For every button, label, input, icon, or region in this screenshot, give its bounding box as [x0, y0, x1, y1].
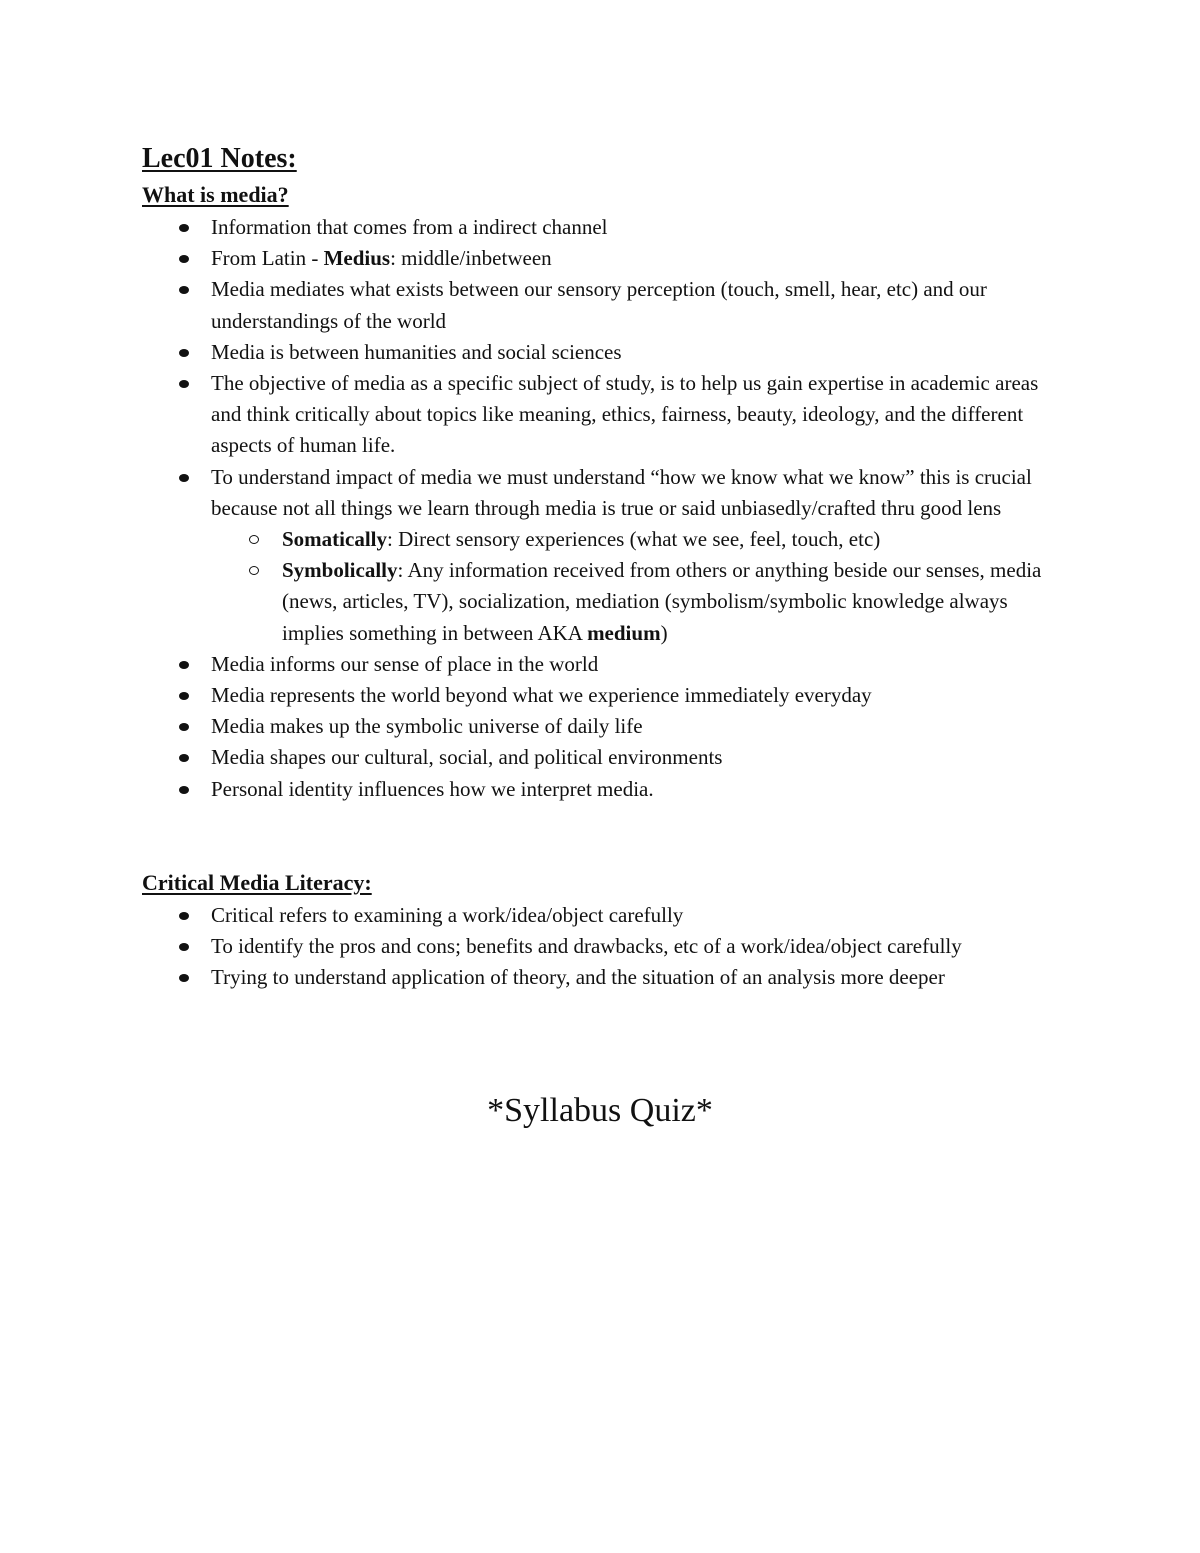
list-item-text: Media shapes our cultural, social, and political environments	[211, 745, 723, 770]
bullet-icon	[179, 974, 189, 982]
list-item-text: Media makes up the symbolic universe of daily life	[211, 714, 643, 739]
list-item	[0, 962, 1061, 993]
list-item	[0, 368, 1061, 462]
list-item-text: The objective of media as a specific subject of study, is to help us gain expertise in academic areas and think critically about topics like meaning, ethics, fairness, beauty, ideology, and the different aspects of human life.	[211, 371, 1039, 458]
list-item-text: To identify the pros and cons; benefits and drawbacks, etc of a work/idea/object carefully	[211, 934, 962, 959]
sub-list-item	[210, 555, 1061, 649]
critical-media-literacy-list	[0, 900, 1080, 994]
list-item-text: Trying to understand application of theory, and the situation of an analysis more deeper	[211, 965, 945, 990]
syllabus-quiz-note: *Syllabus Quiz*	[487, 1092, 713, 1129]
list-item	[0, 900, 1061, 931]
bullet-icon	[179, 786, 189, 794]
list-item-text: Media informs our sense of place in the world	[211, 651, 599, 676]
bullet-icon	[179, 912, 189, 920]
list-item	[0, 711, 1061, 742]
list-item-text-suffix: : middle/inbetween	[390, 246, 552, 271]
list-item	[0, 274, 1061, 336]
what-is-media-list	[0, 212, 1080, 805]
list-item-text: Media represents the world beyond what we experience immediately everyday	[211, 683, 872, 708]
hollow-bullet-icon	[249, 566, 259, 575]
list-item	[0, 931, 1061, 962]
list-item	[0, 462, 1061, 649]
bullet-icon	[179, 349, 189, 357]
list-item-text: Critical refers to examining a work/idea/object carefully	[211, 903, 684, 927]
list-item-text: Personal identity influences how we interpret media.	[211, 776, 654, 801]
hollow-bullet-icon	[249, 535, 259, 544]
sub-item-term: Somatically	[282, 527, 387, 552]
bullet-icon	[179, 224, 189, 232]
document-title: Lec01 Notes:	[142, 143, 297, 174]
bullet-icon	[179, 474, 189, 482]
list-item-text: To understand impact of media we must understand “how we know what we know” this is crucial because not all things we learn through media is true or said unbiasedly/crafted thru good lens	[211, 464, 1032, 520]
bullet-icon	[179, 255, 189, 263]
list-item	[0, 337, 1061, 368]
section-heading-critical-media-literacy: Critical Media Literacy:	[142, 870, 372, 895]
list-item-text: Media is between humanities and social sciences	[211, 339, 622, 364]
bullet-icon	[179, 723, 189, 731]
sub-item-term: Symbolically	[282, 558, 398, 583]
list-item-text: Information that comes from a indirect channel	[211, 215, 608, 239]
sub-item-term-medium: medium	[587, 620, 661, 645]
bullet-icon	[179, 754, 189, 762]
list-item-term: Medius	[323, 246, 391, 271]
list-item	[0, 649, 1061, 680]
bullet-icon	[179, 380, 189, 388]
bullet-icon	[179, 286, 189, 294]
sub-item-text: : Direct sensory experiences (what we see, feel, touch, etc)	[387, 527, 881, 552]
bullet-icon	[179, 661, 189, 669]
list-item	[0, 212, 1061, 243]
sub-list-item	[210, 524, 1061, 555]
list-item	[0, 774, 1061, 805]
list-item-text-prefix: From Latin -	[211, 246, 324, 271]
sub-item-text-end: )	[660, 620, 668, 645]
list-item	[0, 680, 1061, 711]
bullet-icon	[179, 692, 189, 700]
list-item	[0, 243, 1061, 274]
sub-item-text: : Any information received from others or anything beside our senses, media (news, articles, TV), socialization, mediation (symbolism/symbolic knowledge always implies something in between AKA	[282, 558, 1042, 645]
list-item-text: Media mediates what exists between our sensory perception (touch, smell, hear, etc) and our understandings of the world	[211, 277, 987, 333]
bullet-icon	[179, 943, 189, 951]
section-heading-what-is-media: What is media?	[142, 182, 289, 207]
list-item	[0, 742, 1061, 773]
sub-list	[211, 524, 1061, 649]
